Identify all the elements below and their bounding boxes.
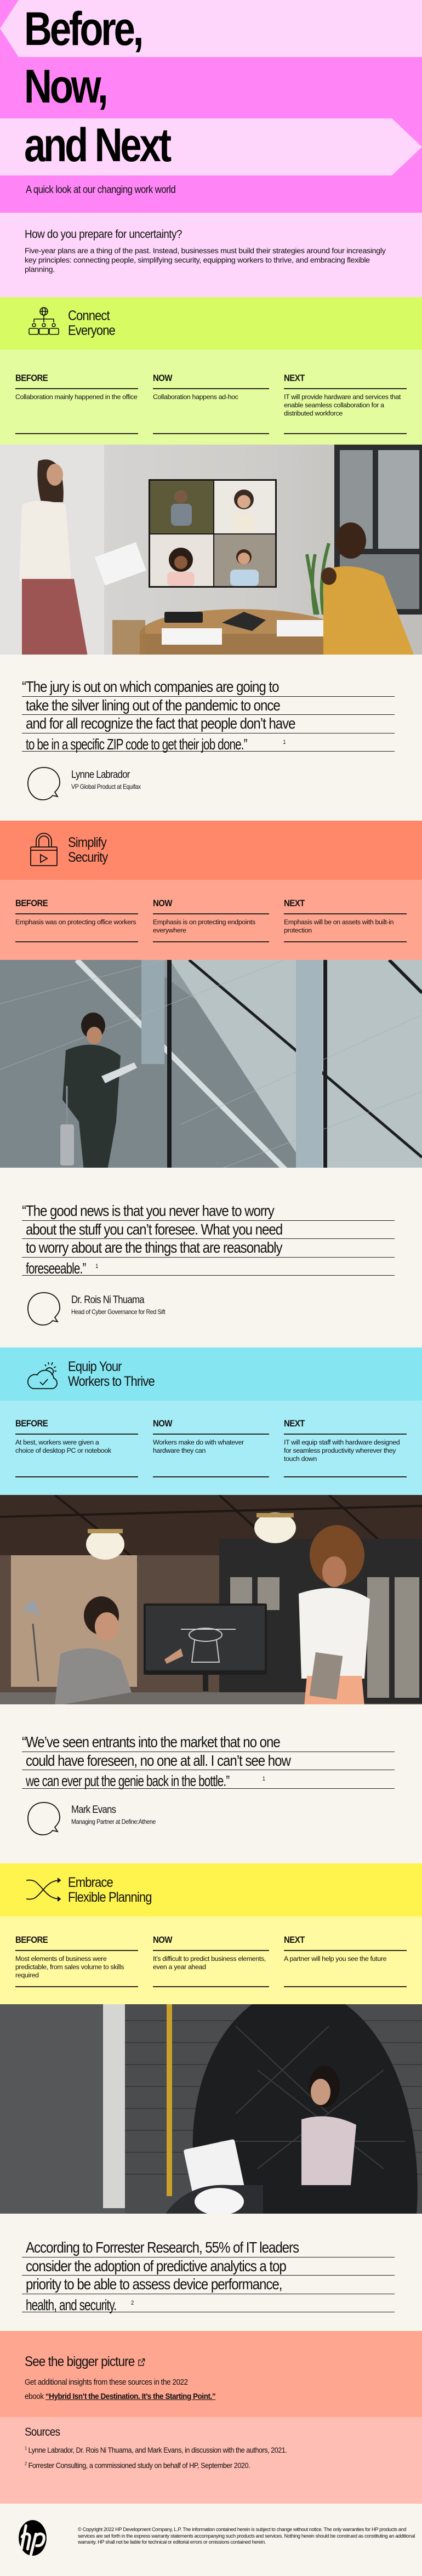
footnote-ref: 2 [131, 2299, 134, 2306]
quote-line: foreseeable.” [26, 1259, 86, 1277]
before-text: Collaboration mainly happened in the office [15, 389, 138, 434]
source-item [25, 2446, 383, 2454]
source-number: 2 [25, 2461, 27, 2466]
next-text: IT will equip staff with hardware designed for seamless productivity wherever they touch down [284, 1435, 407, 1477]
section-header-connect [0, 297, 422, 350]
before-label: BEFORE [15, 1418, 48, 1429]
quote-author [26, 1801, 167, 1837]
author-name: Mark Evans [71, 1804, 116, 1816]
cta-section [0, 2331, 422, 2417]
intro-body: Five-year plans are a thing of the past. Instead, businesses must build their strategies around four increasingly key principles: connecting people, simplifying security, equipping workers to thrive, and embracing flexible planning. [25, 247, 386, 274]
sources-section [0, 2417, 422, 2504]
before-column [15, 898, 138, 942]
source-text: Lynne Labrador, Dr. Rois Ni Thuama, and Mark Evans, in discussion with the authors, 2021. [28, 2446, 287, 2454]
next-text: Emphasis will be on assets with built-in protection [284, 914, 407, 942]
now-column [153, 1935, 269, 1987]
hero-title-line-1: Before, [24, 3, 142, 55]
author-role: Head of Cyber Governance for Red Sift [71, 1308, 166, 1316]
author-name: Dr. Rois Ni Thuama [71, 1294, 144, 1306]
speech-bubble-icon [26, 766, 62, 802]
now-text: Emphasis is on protecting endpoints everywhere [153, 914, 269, 942]
quote-line: take the silver lining out of the pandemic to once [26, 696, 280, 714]
quote-block-1 [0, 656, 422, 821]
now-label: NOW [153, 898, 172, 908]
section-title-line-1: Embrace [68, 1874, 113, 1890]
cta-body-line1: Get additional insights from these sources in the 2022 [25, 2378, 188, 2387]
quote-text [22, 678, 395, 752]
before-label: BEFORE [15, 1935, 48, 1945]
before-text: Most elements of business were predictable, from sales volume to skills required [15, 1951, 138, 1987]
before-column [15, 373, 138, 434]
source-number: 1 [25, 2446, 27, 2451]
source-item [25, 2461, 383, 2470]
now-label: NOW [153, 373, 172, 383]
cta-body [25, 2375, 383, 2404]
now-text: Workers make do with whatever hardware they can [153, 1435, 269, 1477]
next-label: NEXT [284, 373, 305, 383]
bnn-table-equip [0, 1401, 422, 1495]
author-role: Managing Partner at Define:Athene [71, 1818, 156, 1826]
quote-block-2 [0, 1169, 422, 1347]
padlock-icon [26, 833, 61, 868]
sources-heading: Sources [25, 2426, 60, 2438]
quote-line: could have foreseen, no one at all. I can’t see how [26, 1752, 290, 1769]
stat-line: health, and security. [26, 2296, 117, 2313]
now-column [153, 898, 269, 942]
stat-line: priority to be able to assess device performance, [26, 2276, 282, 2293]
next-text: IT will provide hardware and services that enable seamless collaboration for a distributed workforce [284, 389, 407, 434]
bnn-table-flexible [0, 1917, 422, 2004]
quote-line: to be in a specific ZIP code to get their job done.” [26, 735, 247, 753]
quote-line: “We’ve seen entrants into the market that no one [22, 1733, 280, 1750]
section-title-line-2: Workers to Thrive [68, 1373, 155, 1389]
quote-block-3 [0, 1706, 422, 1863]
section-title-line-1: Equip Your [68, 1358, 122, 1374]
quote-text [22, 1202, 395, 1276]
section-title-line-2: Security [68, 850, 108, 865]
hp-logo-icon [15, 2520, 50, 2556]
stat-callout [0, 2215, 422, 2331]
quote-line: “The jury is out on which companies are going to [22, 678, 279, 695]
next-column [284, 373, 407, 434]
external-link-icon[interactable] [138, 2358, 145, 2367]
now-column [153, 373, 269, 434]
now-column [153, 1418, 269, 1477]
cta-heading [25, 2354, 383, 2370]
cta-body-prefix: ebook [25, 2392, 45, 2401]
before-text: Emphasis was on protecting office workers [15, 914, 138, 942]
next-label: NEXT [284, 898, 305, 908]
network-people-icon [26, 306, 61, 341]
hero-title-line-3: and Next [24, 119, 170, 172]
section-title-line-1: Connect [68, 308, 110, 323]
quote-author [26, 1291, 178, 1327]
source-text: Forrester Consulting, a commissioned study on behalf of HP, September 2020. [28, 2461, 250, 2470]
footnote-ref: 1 [95, 1263, 98, 1270]
intro-heading: How do you prepare for uncertainty? [25, 228, 182, 241]
quote-line: “The good news is that you never have to worry [22, 1202, 274, 1219]
section-header-flexible [0, 1863, 422, 1917]
now-label: NOW [153, 1418, 172, 1429]
author-role: VP Global Product at Equifax [71, 783, 141, 791]
hero-banner [0, 0, 422, 213]
intro-section [0, 213, 422, 297]
before-label: BEFORE [15, 898, 48, 908]
next-label: NEXT [284, 1418, 305, 1429]
photo-woman-hanging-chair [0, 2004, 422, 2215]
bnn-table-security [0, 880, 422, 960]
shuffle-arrows-icon [26, 1873, 61, 1908]
before-column [15, 1418, 138, 1477]
before-text: At best, workers were given a choice of desktop PC or notebook [15, 1435, 138, 1477]
legal-text: © Copyright 2022 HP Development Company, L.P. The information contained herein is subject to change without notice. The only warranties for HP products and services are set forth in the express warranty statements accompanying such products and services. Nothing herein should be construed as constituting an additional warranty. HP shall not be liable for technical or editorial errors or omissions contained herein. [78, 2527, 415, 2545]
hero-title-line-2: Now, [24, 60, 106, 113]
footnote-ref: 1 [283, 738, 286, 746]
section-title-line-1: Simplify [68, 835, 106, 850]
next-column [284, 1418, 407, 1477]
before-column [15, 1935, 138, 1987]
quote-line: and for all recognize the fact that people don’t have [26, 715, 295, 732]
photo-businessman-airport [0, 960, 422, 1169]
photo-conference-room [0, 445, 422, 656]
now-label: NOW [153, 1935, 172, 1945]
next-column [284, 898, 407, 942]
speech-bubble-icon [26, 1291, 62, 1327]
ebook-link[interactable]: “Hybrid Isn’t the Destination. It’s the Starting Point.” [45, 2392, 216, 2401]
section-header-equip [0, 1347, 422, 1401]
next-text: A partner will help you see the future [284, 1951, 407, 1987]
photo-drone-design-office [0, 1495, 422, 1706]
hero-subtitle: A quick look at our changing work world [26, 184, 176, 196]
quote-line: we can ever put the genie back in the bottle.” [26, 1772, 230, 1790]
next-label: NEXT [284, 1935, 305, 1945]
section-title-line-2: Everyone [68, 323, 115, 338]
now-text: It’s difficult to predict business elements, even a year ahead [153, 1951, 269, 1987]
stat-line: consider the adoption of predictive analytics a top [26, 2257, 286, 2274]
quote-text [22, 1733, 395, 1789]
quote-author [26, 766, 150, 802]
section-title-line-2: Flexible Planning [68, 1889, 152, 1905]
now-text: Collaboration happens ad-hoc [153, 389, 269, 434]
cta-heading-text: See the bigger picture [25, 2354, 135, 2369]
section-header-security [0, 821, 422, 880]
author-name: Lynne Labrador [71, 769, 130, 781]
footnote-ref: 1 [262, 1776, 265, 1782]
stat-text [22, 2239, 395, 2312]
quote-line: about the stuff you can’t foresee. What you need [26, 1220, 283, 1238]
bnn-table-connect [0, 350, 422, 445]
cloud-check-sun-icon [26, 1357, 61, 1392]
quote-line: to worry about are the things that are reasonably [26, 1239, 282, 1256]
footer [0, 2504, 422, 2576]
speech-bubble-icon [26, 1801, 62, 1837]
stat-line: According to Forrester Research, 55% of IT leaders [26, 2239, 299, 2256]
next-column [284, 1935, 407, 1987]
before-label: BEFORE [15, 373, 48, 383]
